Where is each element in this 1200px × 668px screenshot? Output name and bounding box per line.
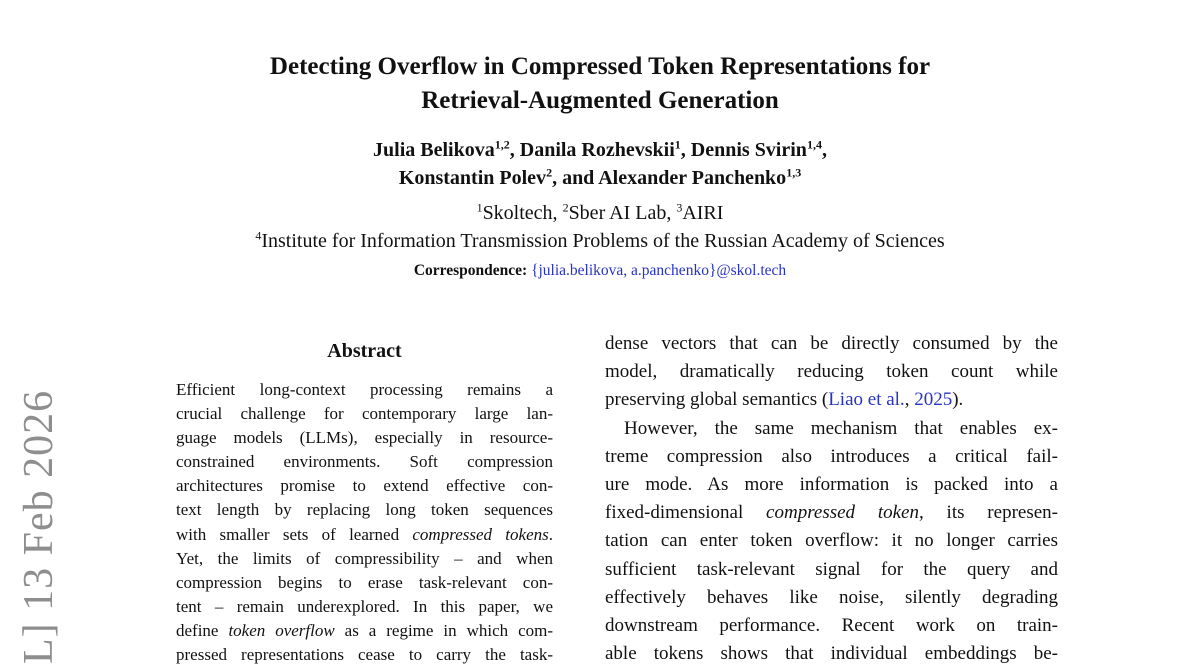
abstract-text-line: compression begins to erase task-relevant con- xyxy=(176,572,553,592)
abstract-column xyxy=(176,338,553,667)
paper-title-line-2: Retrieval-Augmented Generation xyxy=(421,87,779,114)
body-text-line: dense vectors that can be directly consumed by the xyxy=(605,333,1058,354)
abstract-text-line: guage models (LLMs), especially in resource- xyxy=(176,428,553,448)
author-block xyxy=(0,136,1200,192)
abstract-text-line: crucial challenge for contemporary large lan- xyxy=(176,404,553,424)
abstract-text-line: define token overflow as a regime in which com- xyxy=(176,620,554,640)
arxiv-watermark: L] 13 Feb 2026 xyxy=(16,389,62,664)
body-text-line: sufficient task-relevant signal for the query and xyxy=(605,558,1058,580)
affiliation-line: $^1$Skoltech, $^2$Sber AI Lab, $^3$AIRI xyxy=(476,200,724,224)
citation-link[interactable]: Liao et al. xyxy=(828,389,905,411)
correspondence-line xyxy=(0,261,1200,281)
body-text-line: However, the same mechanism that enables ex- xyxy=(624,417,1058,439)
body-text-line: model, dramatically reducing token count while xyxy=(605,361,1058,383)
abstract-text-line: tent – remain underexplored. In this paper, we xyxy=(176,596,553,616)
abstract-heading: Abstract xyxy=(327,340,402,362)
abstract-text-line: Efficient long-context processing remains a xyxy=(176,380,553,399)
abstract-text-line-partial: pressed representations cease to carry the task- xyxy=(176,645,553,665)
citation-link[interactable]: 2025 xyxy=(914,389,953,411)
affiliation-block xyxy=(0,200,1200,255)
email-link[interactable]: {julia.belikova, a.panchenko}@skol.tech xyxy=(531,262,787,279)
right-column xyxy=(605,330,1058,668)
body-text-line: fixed-dimensional compressed token, its represen- xyxy=(605,502,1058,524)
abstract-text-line: Yet, the limits of compressibility – and when xyxy=(176,548,553,568)
abstract-text-line: with smaller sets of learned compressed tokens. xyxy=(176,524,553,544)
author-line: Konstantin Polev$^2$, and Alexander Panchenko$^{1,3}$ xyxy=(398,165,802,189)
correspondence-email xyxy=(531,262,786,279)
body-text-line: tation can enter token overflow: it no longer carries xyxy=(605,530,1058,552)
paper-header xyxy=(0,0,1200,281)
body-text-line-partial: able tokens shows that individual embeddings be- xyxy=(605,643,1058,665)
body-text-line: effectively behaves like noise, silently degrading xyxy=(605,586,1058,608)
affiliation-line: $^4$Institute for Information Transmission Problems of the Russian Academy of Sciences xyxy=(255,227,945,252)
body-text-line: preserving global semantics (Liao et al., 2025). xyxy=(605,389,964,411)
paper-title-line-1: Detecting Overflow in Compressed Token Representations for xyxy=(269,53,931,80)
abstract-text-line: text length by replacing long token sequences xyxy=(176,500,553,520)
abstract-text xyxy=(176,378,553,667)
correspondence-label: Correspondence: xyxy=(413,262,528,279)
abstract-text-line: constrained environments. Soft compression xyxy=(176,452,553,472)
abstract-text-line: architectures promise to extend effective con- xyxy=(176,476,553,496)
body-text-line: downstream performance. Recent work on train- xyxy=(605,615,1058,637)
body-text-line: treme compression also introduces a critical fail- xyxy=(605,445,1058,467)
body-text-line: ure mode. As more information is packed into a xyxy=(605,474,1058,496)
author-line: Julia Belikova$^{1,2}$, Danila Rozhevskii$^1$, Dennis Svirin$^{1,4}$, xyxy=(373,137,827,161)
